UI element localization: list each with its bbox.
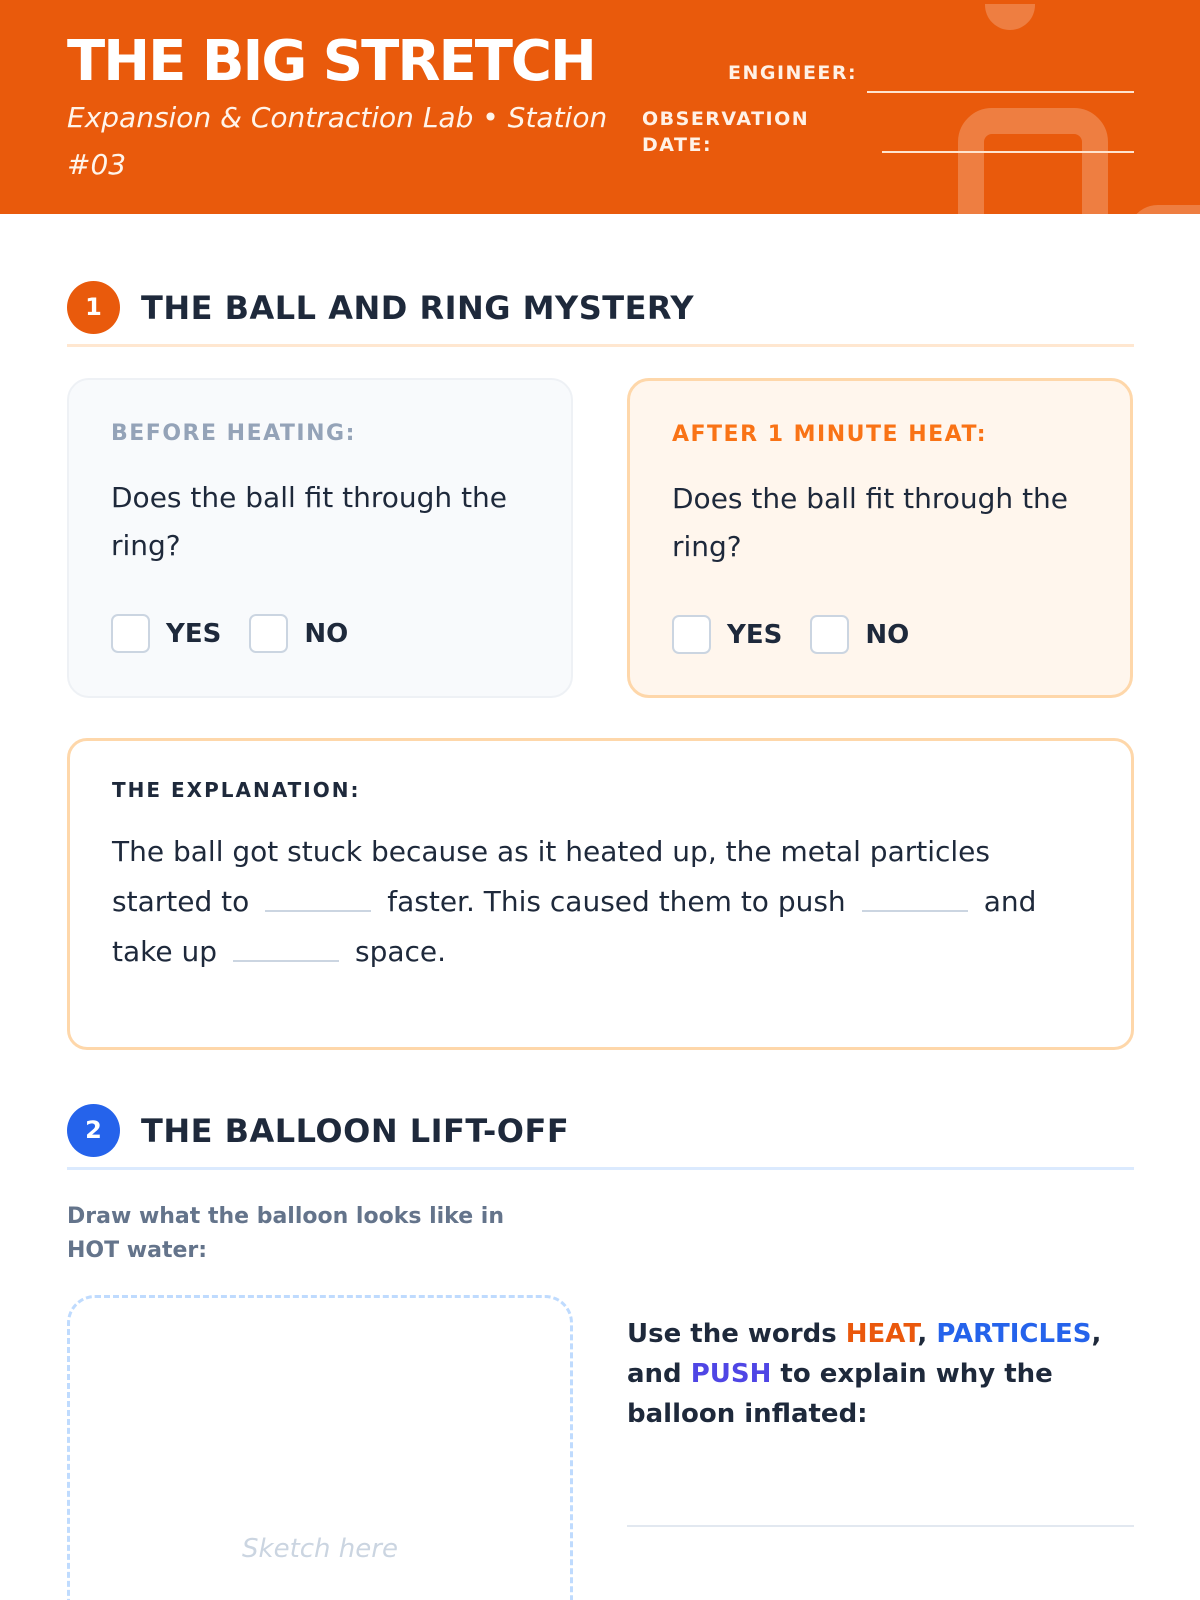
sketch-placeholder: Sketch here — [242, 1534, 398, 1564]
after-no-option[interactable] — [810, 615, 909, 654]
engineer-field[interactable] — [867, 91, 1134, 93]
after-yes-checkbox[interactable] — [672, 615, 711, 654]
section-title: THE BALLOON LIFT-OFF — [141, 1112, 570, 1150]
prompt-text: , — [917, 1319, 937, 1349]
before-heating-options — [111, 614, 529, 653]
after-yes-option[interactable] — [672, 615, 782, 654]
keyword-particles: PARTICLES — [936, 1319, 1092, 1349]
section-title: THE BALL AND RING MYSTERY — [141, 289, 694, 327]
sketch-area[interactable] — [67, 1295, 573, 1600]
worksheet-header — [0, 0, 1200, 214]
keyword-heat: HEAT — [845, 1319, 918, 1349]
prompt-text: to explain why the balloon inflated: — [627, 1359, 1053, 1429]
option-label: YES — [166, 618, 222, 649]
section-number-badge: 1 — [67, 281, 120, 334]
option-label: NO — [865, 619, 910, 650]
after-heating-label: AFTER 1 MINUTE HEAT: — [672, 422, 988, 447]
draw-prompt: Draw what the balloon looks like in HOT water: — [67, 1204, 504, 1263]
section-2-heading — [67, 1099, 1134, 1171]
before-no-checkbox[interactable] — [249, 614, 288, 653]
worksheet-title: THE BIG STRETCH — [67, 29, 595, 94]
before-no-option[interactable] — [249, 614, 348, 653]
section-divider — [67, 344, 1134, 347]
fill-in-blank-2[interactable] — [862, 910, 968, 912]
option-label: YES — [727, 619, 783, 650]
before-heating-card — [67, 378, 573, 698]
decorative-shape — [958, 108, 1108, 214]
before-yes-option[interactable] — [111, 614, 221, 653]
after-heating-card — [627, 378, 1133, 698]
before-heating-label: BEFORE HEATING: — [111, 421, 356, 446]
explanation-label: THE EXPLANATION: — [112, 778, 361, 802]
section-divider — [67, 1167, 1134, 1170]
fill-in-blank-3[interactable] — [233, 960, 339, 962]
section-1-heading — [67, 276, 1134, 348]
before-heating-question: Does the ball fit through the ring? — [111, 481, 508, 562]
explanation-part: space. — [355, 935, 447, 968]
explanation-part: The ball got stuck because as it heated up, the metal particles started to — [112, 835, 990, 918]
section-number-badge: 2 — [67, 1104, 120, 1157]
before-yes-checkbox[interactable] — [111, 614, 150, 653]
observation-date-label: OBSERVATION DATE: — [642, 108, 810, 156]
explanation-box — [67, 738, 1134, 1050]
prompt-text: , and — [627, 1319, 1102, 1389]
after-heating-question: Does the ball fit through the ring? — [672, 482, 1069, 563]
explanation-part: faster. This caused them to push — [387, 885, 846, 918]
keyword-prompt — [627, 1314, 1134, 1434]
decorative-shape — [985, 0, 1035, 30]
after-heating-options — [672, 615, 1088, 654]
explanation-text — [112, 827, 1089, 977]
decorative-shape — [1128, 205, 1200, 214]
after-no-checkbox[interactable] — [810, 615, 849, 654]
answer-line[interactable] — [627, 1525, 1134, 1527]
fill-in-blank-1[interactable] — [265, 910, 371, 912]
observation-date-field[interactable] — [882, 151, 1134, 153]
engineer-label: ENGINEER: — [728, 62, 858, 84]
keyword-push: PUSH — [690, 1359, 772, 1389]
prompt-text: Use the words — [627, 1319, 846, 1349]
worksheet-subtitle: Expansion & Contraction Lab • Station #03 — [67, 101, 608, 181]
explanation-part: and take up — [112, 885, 1037, 968]
option-label: NO — [304, 618, 349, 649]
